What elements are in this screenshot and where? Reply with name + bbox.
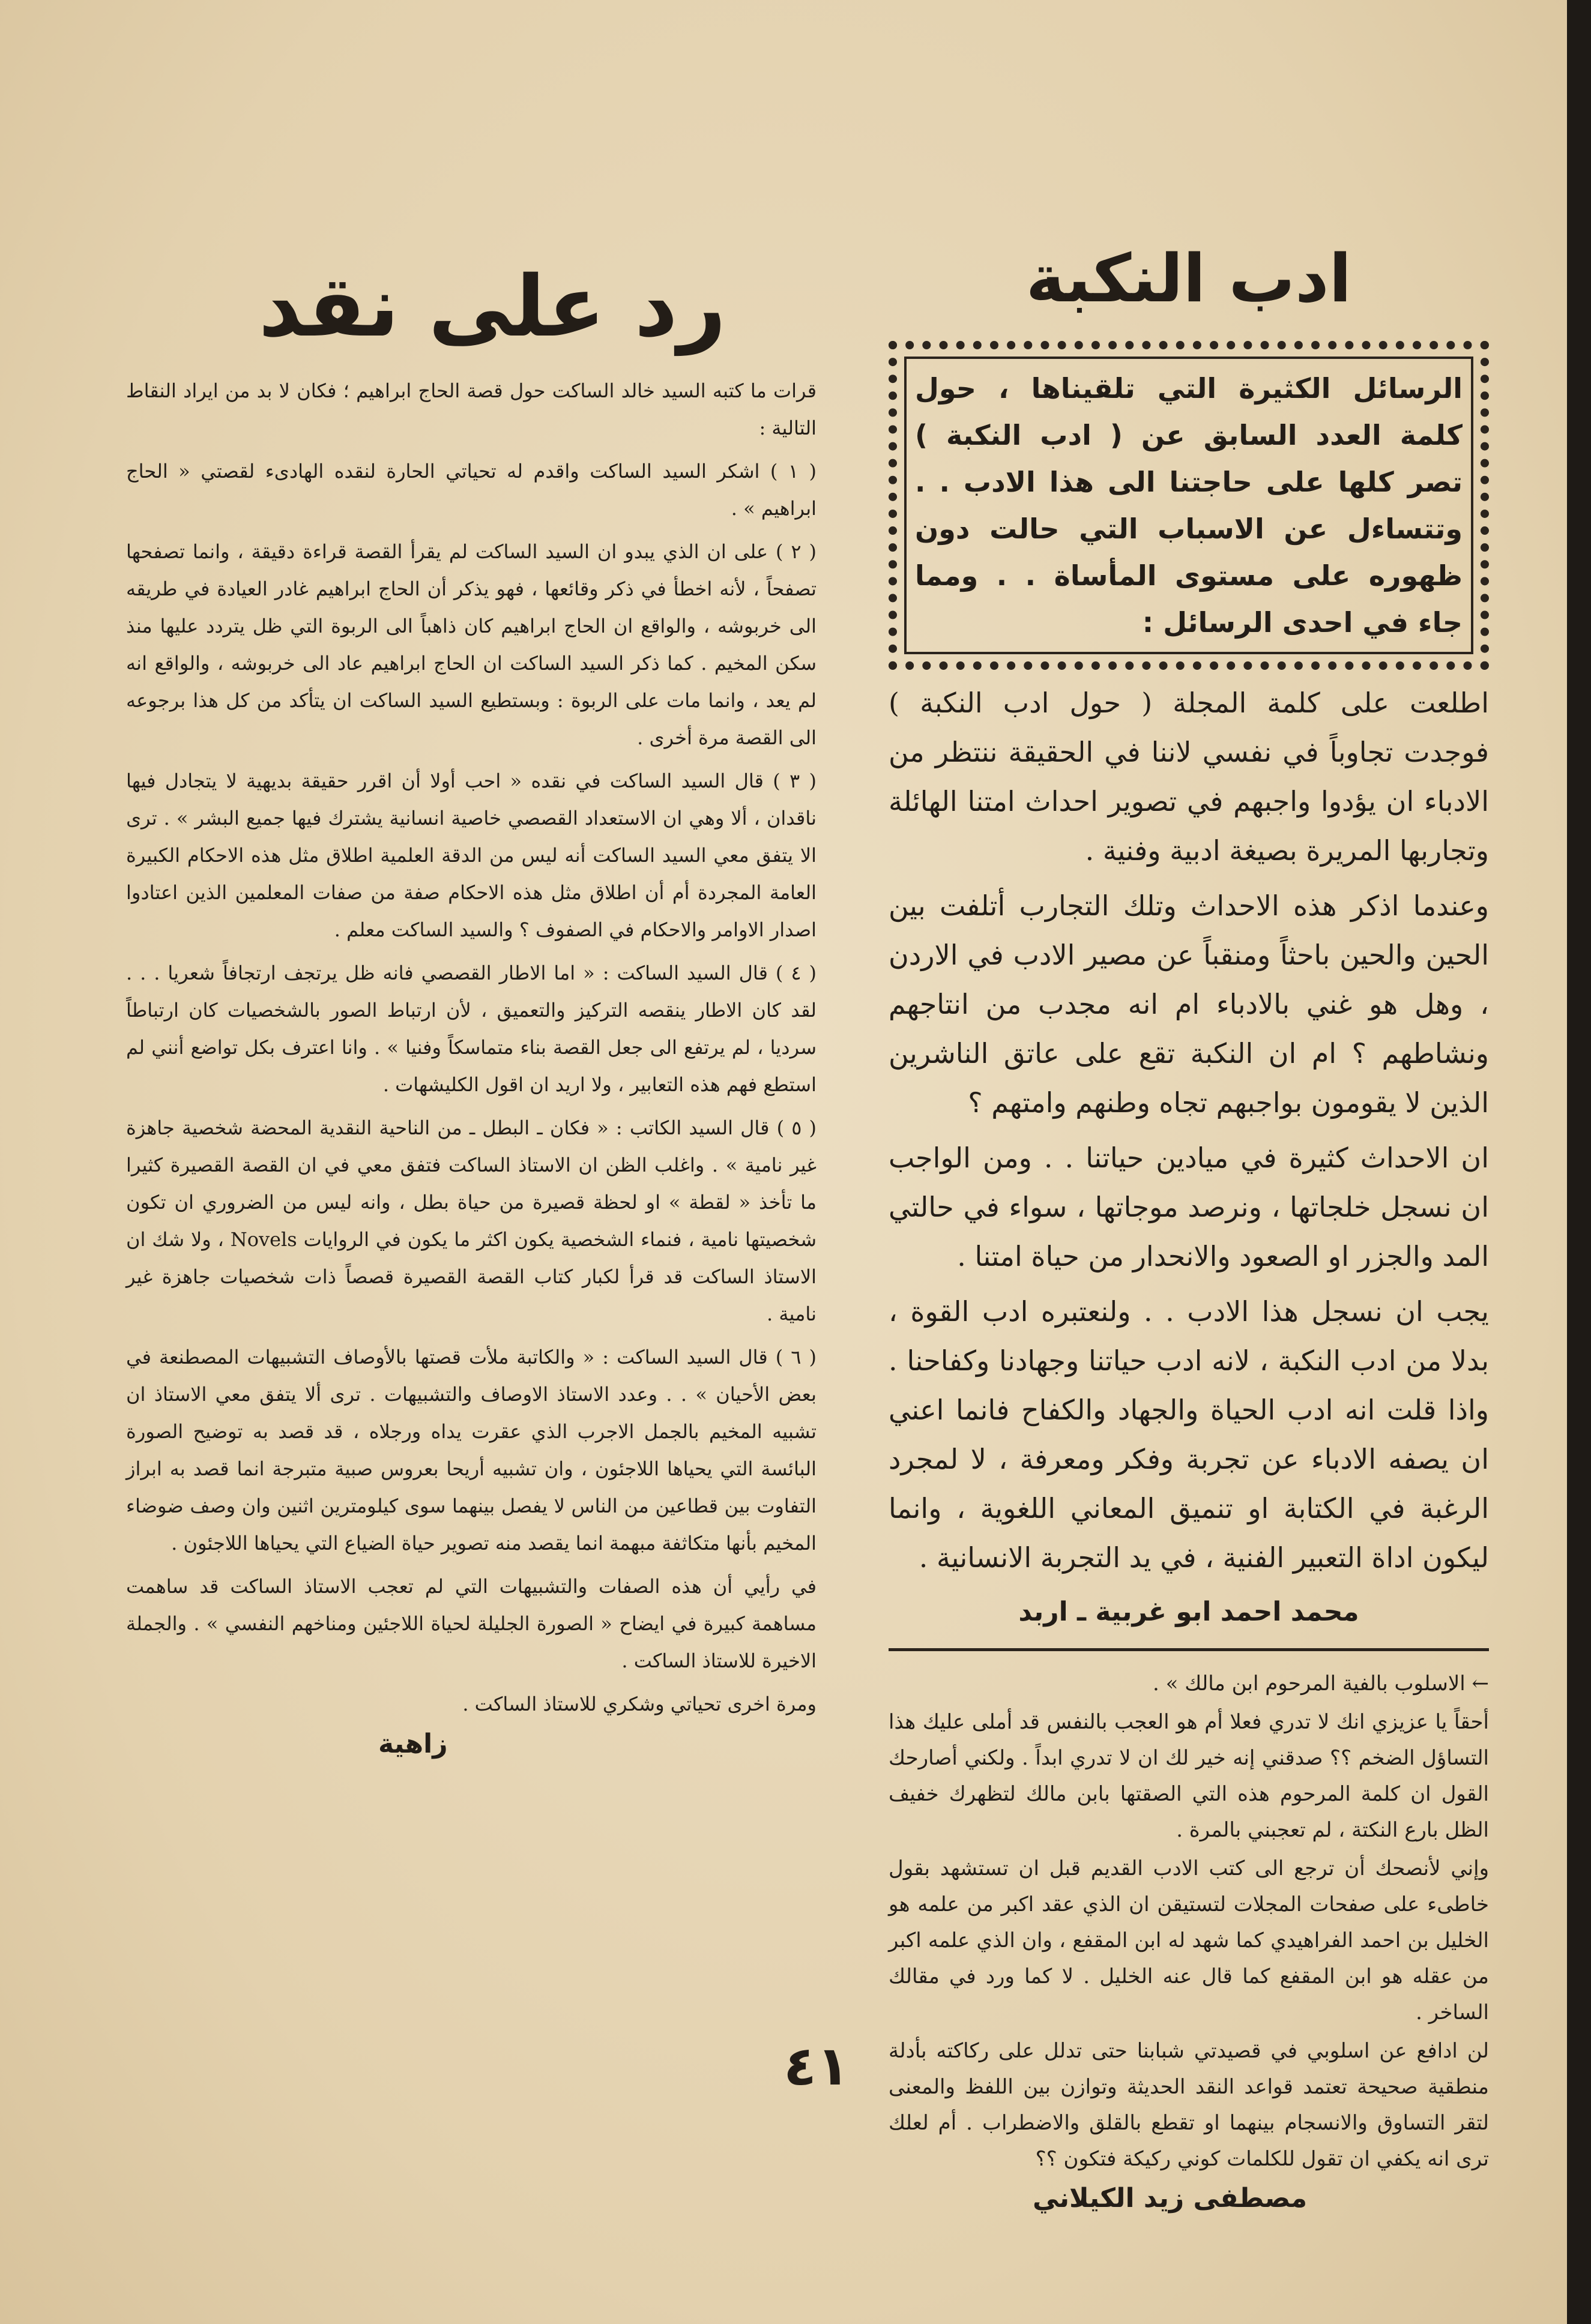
scan-edge	[1567, 0, 1591, 2324]
article-rad-ala-naqd	[126, 372, 817, 1759]
article-title: رد على نقد	[258, 258, 726, 356]
article-paragraph: اطلعت على كلمة المجلة ( حول ادب النكبة ) فوجدت تجاوباً في نفسي لاننا في الحقيقة ننتظر من الادباء ان يؤدوا واجبهم في تصوير احداث امتنا الهائلة وتجاربها المريرة بصيغة ادبية وفنية .	[889, 687, 1489, 867]
continuation-paragraph: لن ادافع عن اسلوبي في قصيدتي شبابنا حتى تدلل على ركاكته بأدلة منطقية صحيحة تعتمد قواعد النقد الحديثة وتوازن بين اللفظ والمعنى لتقر التساوق والانسجام بينهما او تقطع بالقلق والاضطراب . أم لعلك ترى انه يكفي ان تقول للكلمات كوني ركيكة فتكون ؟؟	[889, 2039, 1489, 2171]
continuation-paragraph: أحقاً يا عزيزي انك لا تدري فعلا أم هو العجب بالنفس قد أملى عليك هذا التساؤل الضخم ؟؟ صدقني إنه خير لك ان لا تدري ابداً . ولكني أصارحك القول ان كلمة المرحوم هذه التي الصقتها بابن مالك لتظهرك خفيف الظل بارع النكتة ، لم تعجبني بالمرة .	[889, 1710, 1489, 1842]
intro-box: الرسائل الكثيرة التي تلقيناها ، حول كلمة العدد السابق عن ( ادب النكبة ) تصر كلها على حاجتنا الى هذا الادب . . وتتساءل عن الاسباب التي حالت دون ظهوره على مستوى المأساة . . ومما جاء في احدى الرسائل :	[889, 341, 1489, 670]
article-paragraph: في رأيي أن هذه الصفات والتشبيهات التي لم تعجب الاستاذ الساكت قد ساهمت مساهمة كبيرة في ايضاح « الصورة الجليلة لحياة اللاجئين ومناخهم النفسي » . والجملة الاخيرة للاستاذ الساكت .	[126, 1575, 817, 1672]
page-number: ٤١	[783, 2035, 850, 2098]
article-paragraph: ( ٤ ) قال السيد الساكت : « اما الاطار القصصي فانه ظل يرتجف ارتجافاً شعريا . . . لقد كان الاطار ينقصه التركيز والتعميق ، لأن ارتباط الصور بالشخصيات كان ارتباطاً سرديا ، لم يرتفع الى جعل القصة بناء متماسكاً وفنيا » . وانا اعترف بكل تواضع أنني لم استطع فهم هذه التعابير ، ولا اريد ان اقول الكليشهات .	[126, 962, 817, 1096]
article-paragraph: وعندما اذكر هذه الاحداث وتلك التجارب أتلفت بين الحين والحين باحثاً ومنقباً عن مصير الادب في الاردن ، وهل هو غني بالادباء ام انه مجدب من انتاجهم ونشاطهم ؟ ام ان النكبة تقع على عاتق الناشرين الذين لا يقومون بواجبهم تجاه وطنهم وامتهم ؟	[889, 890, 1489, 1119]
article-paragraph: ( ١ ) اشكر السيد الساكت واقدم له تحياتي الحارة لنقده الهادىء لقصتي « الحاج ابراهيم » .	[126, 460, 817, 520]
article-paragraph: قرات ما كتبه السيد خالد الساكت حول قصة الحاج ابراهيم ؛ فكان لا بد من ايراد النقاط التالية :	[126, 379, 817, 439]
article-paragraph: ( ٢ ) على ان الذي يبدو ان السيد الساكت لم يقرأ القصة قراءة دقيقة ، وانما تصفحها تصفحاً ، لأنه اخطأ في ذكر وقائعها ، فهو يذكر أن الحاج ابراهيم غادر العيادة في طريقه الى خربوشه ، والواقع ان الحاج ابراهيم كان ذاهباً الى الربوة التي ظل يتردد عليها منذ سكن المخيم . كما ذكر السيد الساكت ان الحاج ابراهيم عاد الى خربوشه ، والواقع انه لم يعد ، وانما مات على الربوة : وبستطيع السيد الساكت ان يتأكد من كل هذا برجوعه الى القصة مرة أخرى .	[126, 540, 817, 749]
article-paragraph: ( ٥ ) قال السيد الكاتب : « فكان ـ البطل ـ من الناحية النقدية المحضة شخصية جاهزة غير نامية » . واغلب الظن ان الاستاذ الساكت فتفق معي في ان القصة القصيرة كثيرا ما تأخذ « لقطة » او لحظة قصيرة من حياة بطل ، وانه ليس من الضروري ان تكون شخصيتها نامية ، فنماء الشخصية يكون اكثر ما يكون في الروايات Novels ، ولا شك ان الاستاذ الساكت قد قرأ لكبار كتاب القصة القصيرة قصصاً ذات شخصيات جاهزة غير نامية .	[126, 1116, 817, 1325]
article-paragraph: ( ٣ ) قال السيد الساكت في نقده « احب أولا أن اقرر حقيقة بديهية لا يتجادل فيها ناقدان ، ألا وهي ان الاستعداد القصصي خاصية انسانية يشترك فيها جميع البشر » . ترى الا يتفق معي السيد الساكت أنه ليس من الدقة العلمية اطلاق مثل هذه الاحكام الكبيرة العامة المجردة أم أن اطلاق مثل هذه الاحكام صفة من صفات المعلمين الذين اعتادوا اصدار الاوامر والاحكام في الصفوف ؟ والسيد الساكت معلم .	[126, 769, 817, 941]
author-signature: مصطفى زيد الكيلاني	[1033, 2183, 1308, 2214]
section-divider	[889, 1648, 1489, 1651]
article-paragraph: يجب ان نسجل هذا الادب . . ولنعتبره ادب القوة ، بدلا من ادب النكبة ، لانه ادب حياتنا وجهادنا وكفاحنا . واذا قلت انه ادب الحياة والجهاد والكفاح فانما اعني ان يصفه الادباء عن تجربة وفكر ومعرفة ، لا لمجرد الرغبة في الكتابة او تنميق المعاني اللغوية ، وانما ليكون اداة التعبير الفنية ، في يد التجربة الانسانية .	[889, 1295, 1490, 1574]
author-signature: زاهية	[378, 1729, 448, 1759]
article-paragraph: ان الاحداث كثيرة في ميادين حياتنا . . ومن الواجب ان نسجل خلجاتها ، ونرصد موجاتها ، سواء في حالتي المد والجزر او الصعود والانحدار من حياة امتنا .	[889, 1142, 1489, 1272]
article-title: ادب النكبة	[1025, 240, 1352, 317]
author-signature: محمد احمد ابو غربية ـ اربد	[1018, 1597, 1359, 1627]
continuation-paragraph: ← الاسلوب بالفية المرحوم ابن مالك » .	[1152, 1672, 1489, 1696]
article-paragraph: ( ٦ ) قال السيد الساكت : « والكاتبة ملأت قصتها بالأوصاف التشبيهات المصطنعة في بعض الأحيان » . . وعدد الاستاذ الاوصاف والتشبيهات . ترى ألا يتفق معي الاستاذ ان تشبيه المخيم بالجمل الاجرب الذي عقرت يداه ورجلاه ، قد قصد به توضيح الصورة البائسة التي يحياها اللاجئون ، وان تشبيه أريحا بعروس صبية متبرجة انما قصد به ابراز التفاوت بين قطاعين من الناس لا يفصل بينهما سوى كيلومترين اثنين وان وصف ضوضاء المخيم بأنها متكاثفة مبهمة انما يقصد منه تصوير حياة الضياع التي يحياها اللاجئون .	[126, 1346, 817, 1555]
article-paragraph: ومرة اخرى تحياتي وشكري للاستاذ الساكت .	[462, 1693, 817, 1715]
continuation-paragraph: وإني لأنصحك أن ترجع الى كتب الادب القديم قبل ان تستشهد بقول خاطىء على صفحات المجلات لتستيقن ان الذي عقد اكبر من علمه هو الخليل بن احمد الفراهيدي كما شهد له ابن المقفع ، وان الذي علمه اكبر من عقله هو ابن المقفع كما قال عنه الخليل . لا كما ورد في مقالك الساخر .	[889, 1856, 1489, 2024]
article-adab-al-nakba	[889, 240, 1489, 2214]
